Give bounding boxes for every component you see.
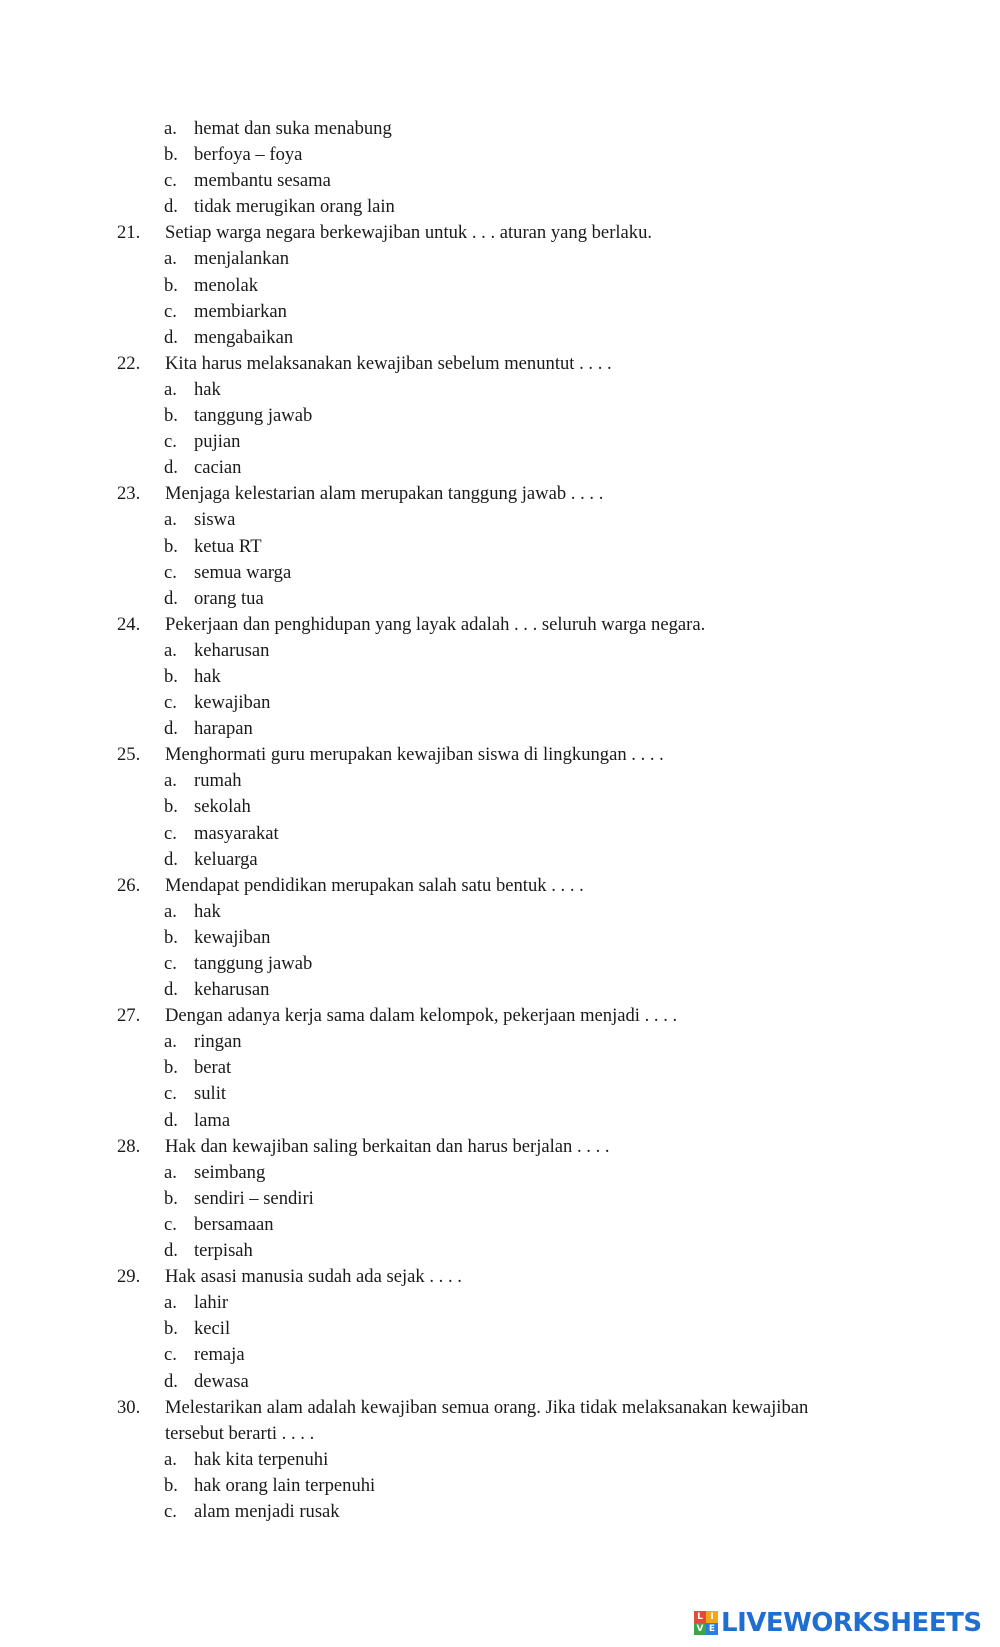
option-letter: c. [164,1083,177,1105]
option-letter: b. [164,144,178,166]
option-text: mengabaikan [194,326,294,348]
answer-option[interactable] [0,1238,1000,1264]
answer-option[interactable] [0,1316,1000,1342]
answer-option[interactable] [0,1081,1000,1107]
answer-option[interactable] [0,821,1000,847]
answer-option[interactable] [0,664,1000,690]
answer-option[interactable] [0,273,1000,299]
answer-option[interactable] [0,586,1000,612]
option-letter: c. [164,1500,177,1522]
option-letter: b. [164,1474,178,1496]
question-text: tersebut berarti . . . . [165,1422,315,1444]
option-letter: a. [164,1161,177,1183]
question-block [0,116,1000,220]
option-text: menjalankan [194,248,289,270]
answer-option[interactable] [0,690,1000,716]
option-text: lahir [194,1292,229,1314]
question-line [0,351,1000,377]
answer-option[interactable] [0,1342,1000,1368]
option-text: alam menjadi rusak [194,1500,340,1522]
question-line [0,481,1000,507]
option-text: membantu sesama [194,170,331,192]
answer-option[interactable] [0,194,1000,220]
question-line [0,612,1000,638]
option-letter: b. [164,926,178,948]
option-text: keluarga [194,848,258,870]
answer-option[interactable] [0,925,1000,951]
option-text: sulit [194,1083,227,1105]
option-letter: b. [164,1057,178,1079]
option-letter: b. [164,535,178,557]
question-block [0,1134,1000,1264]
option-letter: b. [164,1187,178,1209]
answer-option[interactable] [0,429,1000,455]
option-text: tanggung jawab [194,953,313,974]
option-letter: a. [164,248,177,270]
answer-option[interactable] [0,716,1000,742]
option-letter: a. [164,770,177,792]
answer-option[interactable] [0,1212,1000,1238]
question-block [0,1264,1000,1394]
answer-option[interactable] [0,638,1000,664]
answer-option[interactable] [0,951,1000,977]
question-number: 27. [117,1005,141,1027]
option-text: masyarakat [194,822,279,844]
option-text: siswa [194,509,236,531]
option-letter: a. [164,639,177,661]
liveworksheets-logo-icon [694,1611,718,1635]
question-block [0,742,1000,872]
option-text: tidak merugikan orang lain [194,196,395,218]
option-letter: c. [164,170,177,192]
question-line [0,220,1000,246]
answer-option[interactable] [0,977,1000,1003]
option-text: ketua RT [194,535,262,557]
answer-option[interactable] [0,507,1000,533]
option-letter: c. [164,1344,177,1366]
question-number: 22. [117,352,141,374]
option-text: tanggung jawab [194,405,313,427]
question-block [0,220,1000,350]
option-letter: d. [164,718,178,740]
option-text: hak orang lain terpenuhi [194,1474,376,1496]
option-letter: c. [164,953,177,974]
question-text: Mendapat pendidikan merupakan salah satu bentuk . . . . [165,874,584,896]
worksheet [0,116,1000,1525]
question-block [0,351,1000,481]
logo-tile-i: I [706,1611,718,1623]
option-text: sekolah [194,796,251,818]
option-letter: a. [164,1031,177,1053]
question-block [0,481,1000,611]
option-text: hemat dan suka menabung [194,118,392,139]
option-letter: d. [164,1109,178,1131]
question-number: 21. [117,222,141,244]
question-block [0,1003,1000,1133]
option-letter: d. [164,326,178,348]
option-letter: d. [164,1240,178,1262]
option-letter: c. [164,822,177,844]
question-number: 26. [117,874,141,896]
question-line [0,873,1000,899]
option-text: terpisah [194,1240,253,1262]
answer-option[interactable] [0,246,1000,272]
question-block [0,873,1000,1003]
answer-option[interactable] [0,1447,1000,1473]
answer-option[interactable] [0,560,1000,586]
answer-option[interactable] [0,899,1000,925]
question-line-continued [0,1421,1000,1447]
option-letter: b. [164,796,178,818]
question-line [0,1003,1000,1029]
option-letter: a. [164,900,177,922]
option-text: rumah [194,770,242,792]
question-block [0,1395,1000,1525]
option-letter: b. [164,665,178,687]
answer-option[interactable] [0,1186,1000,1212]
answer-option[interactable] [0,1473,1000,1499]
option-text: pujian [194,431,241,453]
option-letter: a. [164,118,177,139]
answer-option[interactable] [0,116,1000,142]
option-text: remaja [194,1344,245,1366]
option-letter: d. [164,979,178,1001]
question-text: Setiap warga negara berkewajiban untuk . . . aturan yang berlaku. [165,222,653,244]
answer-option[interactable] [0,455,1000,481]
option-text: ringan [194,1031,242,1053]
option-letter: c. [164,561,177,583]
answer-option[interactable] [0,1055,1000,1081]
answer-option[interactable] [0,142,1000,168]
option-letter: b. [164,1318,178,1340]
option-text: keharusan [194,979,270,1001]
option-text: kewajiban [194,926,271,948]
option-letter: c. [164,1213,177,1235]
question-text: Pekerjaan dan penghidupan yang layak adalah . . . seluruh warga negara. [165,613,706,635]
option-text: bersamaan [194,1213,274,1235]
question-text: Melestarikan alam adalah kewajiban semua orang. Jika tidak melaksanakan kewajiban [165,1396,809,1418]
option-text: membiarkan [194,300,287,322]
option-text: menolak [194,274,259,296]
answer-option[interactable] [0,1499,1000,1525]
question-number: 24. [117,613,141,635]
liveworksheets-wordmark: LIVEWORKSHEETS [721,1608,982,1638]
question-line [0,742,1000,768]
answer-option[interactable] [0,794,1000,820]
option-letter: a. [164,509,177,531]
option-letter: b. [164,274,178,296]
option-text: keharusan [194,639,270,661]
option-letter: a. [164,378,177,400]
answer-option[interactable] [0,768,1000,794]
option-letter: d. [164,1370,178,1392]
option-text: berat [194,1057,232,1079]
question-block [0,612,1000,742]
option-letter: d. [164,457,178,479]
logo-tile-e: E [706,1623,718,1635]
answer-option[interactable] [0,1369,1000,1395]
question-line [0,1134,1000,1160]
option-letter: d. [164,196,178,218]
option-text: semua warga [194,561,292,583]
question-line [0,1264,1000,1290]
option-text: cacian [194,457,242,479]
option-text: kecil [194,1318,231,1340]
question-number: 30. [117,1396,141,1418]
option-letter: d. [164,848,178,870]
answer-option[interactable] [0,534,1000,560]
question-number: 29. [117,1266,141,1288]
question-text: Hak asasi manusia sudah ada sejak . . . . [165,1266,462,1288]
option-text: dewasa [194,1370,249,1392]
option-text: kewajiban [194,692,271,714]
logo-tile-v: V [694,1623,706,1635]
option-letter: a. [164,1448,177,1470]
option-text: orang tua [194,587,264,609]
answer-option[interactable] [0,299,1000,325]
answer-option[interactable] [0,1029,1000,1055]
option-text: hak [194,378,221,400]
answer-option[interactable] [0,377,1000,403]
question-text: Menjaga kelestarian alam merupakan tanggung jawab . . . . [165,483,604,505]
question-number: 23. [117,483,141,505]
answer-option[interactable] [0,1160,1000,1186]
option-letter: c. [164,300,177,322]
question-text: Menghormati guru merupakan kewajiban siswa di lingkungan . . . . [165,744,664,766]
question-line [0,1395,1000,1421]
answer-option[interactable] [0,847,1000,873]
option-letter: c. [164,431,177,453]
option-text: hak [194,665,221,687]
option-letter: c. [164,692,177,714]
question-text: Hak dan kewajiban saling berkaitan dan harus berjalan . . . . [165,1135,610,1157]
option-letter: d. [164,587,178,609]
question-text: Kita harus melaksanakan kewajiban sebelum menuntut . . . . [165,352,612,374]
answer-option[interactable] [0,168,1000,194]
answer-option[interactable] [0,1108,1000,1134]
answer-option[interactable] [0,403,1000,429]
option-text: hak [194,900,221,922]
answer-option[interactable] [0,1290,1000,1316]
question-number: 25. [117,744,141,766]
option-text: seimbang [194,1161,266,1183]
liveworksheets-logo[interactable] [694,1606,982,1640]
option-text: harapan [194,718,253,740]
option-text: hak kita terpenuhi [194,1448,329,1470]
option-text: berfoya – foya [194,144,303,166]
answer-option[interactable] [0,325,1000,351]
option-text: sendiri – sendiri [194,1187,314,1209]
option-text: lama [194,1109,231,1131]
option-letter: a. [164,1292,177,1314]
option-letter: b. [164,405,178,427]
question-text: Dengan adanya kerja sama dalam kelompok, pekerjaan menjadi . . . . [165,1005,678,1027]
logo-tile-l: L [694,1611,706,1623]
question-number: 28. [117,1135,141,1157]
